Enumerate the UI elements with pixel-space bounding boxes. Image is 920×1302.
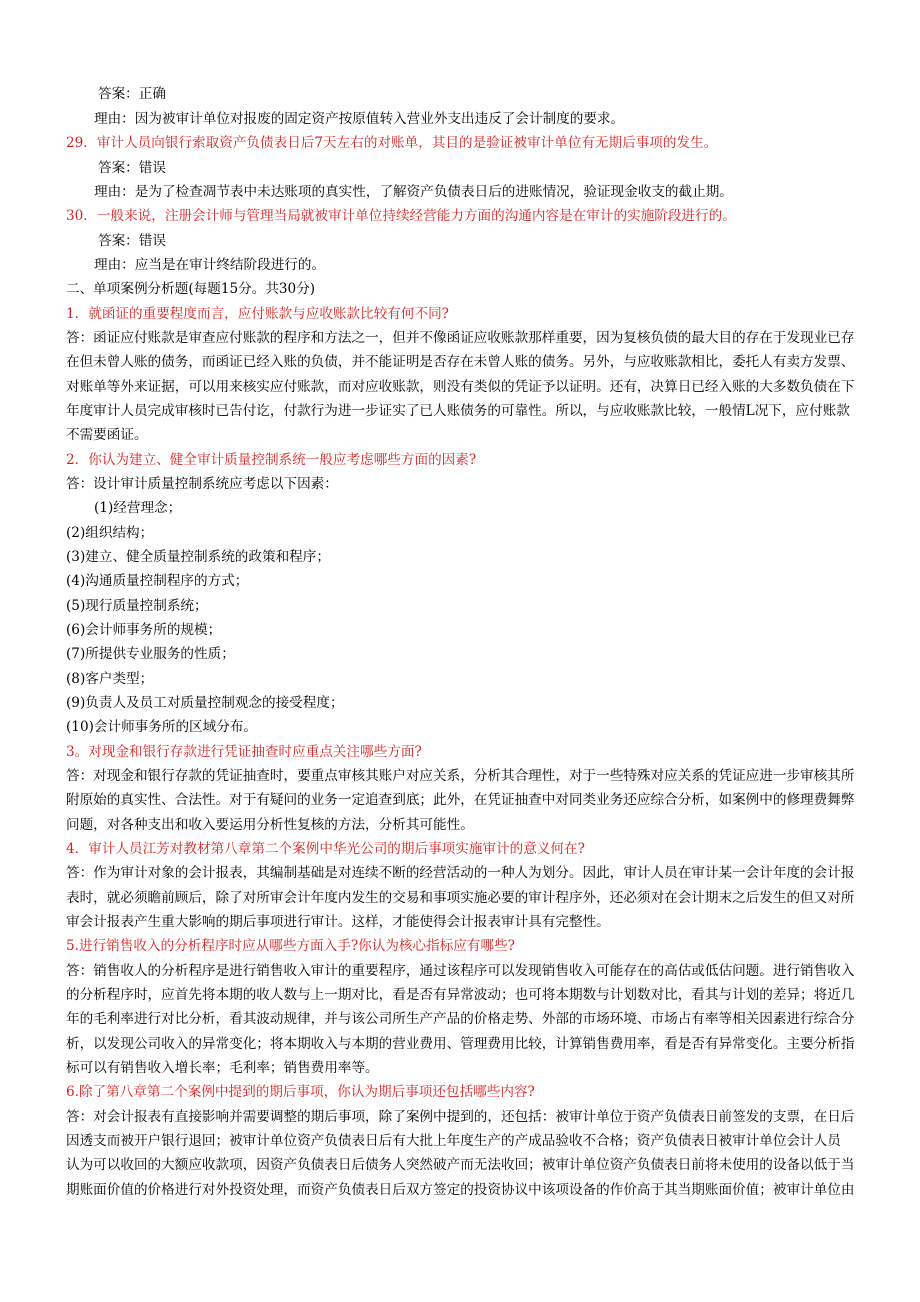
c2-item: (3)建立、健全质量控制系统的政策和程序； (66, 549, 330, 565)
q28-reason: 理由：因为被审计单位对报废的固定资产按原值转入营业外支出违反了会计制度的要求。 (94, 111, 625, 127)
c4-answer-line: 表时，就必须瞻前顾后，除了对所审会计年度内发生的交易和事项实施必要的审计程序外，还必须对在会计期末之后发生的但又对所 (66, 890, 855, 906)
c1-answer-line: 不需要函证。 (66, 427, 148, 443)
c2-item: (10)会计师事务所的区域分布。 (66, 719, 258, 735)
c3-answer-line: 附原始的真实性、合法性。对于有疑问的业务一定追查到底；此外，在凭证抽查中对同类业务还应综合分析，如案例中的修理费舞弊 (66, 792, 855, 808)
c2-item: (6)会计师事务所的规模； (66, 622, 222, 638)
c6-answer-line: 认为可以收回的大额应收款项，因资产负债表日后债务人突然破产而无法收回；被审计单位资产负债表日前将未使用的设备以低于当 (66, 1157, 855, 1173)
c5-answer-line: 析，以发现公司收入的异常变化；将本期收入与本期的营业费用、管理费用比较，计算销售费用率，看是否有异常变化。主要分析指 (66, 1036, 855, 1052)
c2-item: (5)现行质量控制系统； (66, 598, 208, 614)
c6-question: 6.除了第八章第二个案例中提到的期后事项，你认为期后事项还包括哪些内容? (66, 1084, 535, 1100)
c5-answer-line: 的分析程序时，应首先将本期的收人数与上一期对比，看是否有异常波动；也可将本期数与计划数对比，看其与计划的差异；将近几 (66, 987, 855, 1003)
c2-item: (2)组织结构； (66, 525, 154, 541)
q30-question: 30．一般来说，注册会计师与管理当局就被审计单位持续经营能力方面的沟通内容是在审计的实施阶段进行的。 (66, 208, 736, 224)
q29-reason: 理由：是为了检查凋节表中未达账项的真实性，了解资产负债表日后的进账情况，验证现金收支的截止期。 (94, 184, 733, 200)
c2-intro: 答：设计审计质量控制系统应考虑以下因素： (66, 476, 338, 492)
c2-item: (9)负责人及员工对质量控制观念的接受程度； (66, 695, 344, 711)
c6-answer-line: 期账面价值的价格进行对外投资处理，而资产负债表日后双方签定的投资协议中该项设备的作价高于其当期账面价值；被审计单位由 (66, 1182, 855, 1198)
c5-answer-line: 年的毛利率进行对比分析，看其波动规律，并与该公司所生产产品的价格走势、外部的市场环境、市场占有率等相关因素进行综合分 (66, 1011, 855, 1027)
c4-answer-line: 答：作为审计对象的会计报表，其编制基础是对连续不断的经营活动的一种人为划分。因此，审计人员在审计某一会计年度的会计报 (66, 865, 855, 881)
c5-answer-line: 标可以有销售收入增长率；毛利率；销售费用率等。 (66, 1060, 379, 1076)
c1-answer-line: 答：函证应付账款是审查应付账款的程序和方法之一，但并不像函证应收账款那样重要，因为复核负债的最大目的存在于发现业已存 (66, 330, 855, 346)
c3-answer-line: 答：对现金和银行存款的凭证抽查时，要重点审核其账户对应关系，分析其合理性，对于一些特殊对应关系的凭证应进一步审核其所 (66, 768, 855, 784)
c2-item: (4)沟通质量控制程序的方式； (66, 573, 249, 589)
c2-question: 2．你认为建立、健全审计质量控制系统一般应考虑哪些方面的因素? (66, 452, 477, 468)
q28-answer: 答案：正确 (98, 86, 166, 102)
c6-answer-line: 因透支而被开户银行退回；被审计单位资产负债表日后有大批上年度生产的产成品验收不合格；资产负债表日被审计单位会计人员 (66, 1133, 841, 1149)
c2-item: (1)经营理念； (94, 500, 182, 516)
c1-answer-line: 年度审计人员完成审核时已告付讫，付款行为进一步证实了已人账债务的可靠性。所以，与应收账款比较，一般情L况下，应付账款 (66, 403, 850, 419)
section-heading: 二、单项案例分析题(每题15分。共30分) (66, 281, 316, 297)
c6-answer-line: 答：对会计报表有直接影响并需要调整的期后事项，除了案例中提到的，还包括：被审计单位于资产负债表日前签发的支票，在日后 (66, 1109, 855, 1125)
c4-answer-line: 审会计报表产生重大影响的期后事项进行审计。这样，才能使得会计报表审计具有完整性。 (66, 914, 610, 930)
c2-item: (8)客户类型； (66, 671, 154, 687)
c4-question: 4．审计人员江芳对教材第八章第二个案例中华光公司的期后事项实施审计的意义何在? (66, 841, 585, 857)
c1-answer-line: 对账单等外来证据，可以用来核实应付账款，而对应收账款，则没有类似的凭证予以证明。还有，决算日已经入账的大多数负债在下 (66, 379, 855, 395)
q29-question: 29．审计人员向银行索取资产负债表日后7天左右的对账单，其目的是验证被审计单位有无期后事项的发生。 (66, 135, 718, 151)
c3-answer-line: 问题，对各种支出和收入要运用分析性复核的方法，分析其可能性。 (66, 817, 474, 833)
c1-answer-line: 在但未曾人账的债务，而函证已经入账的负债，并不能证明是否存在未曾人账的债务。另外，与应收账款相比，委托人有卖方发票、 (66, 354, 855, 370)
c5-answer-line: 答：销售收人的分析程序是进行销售收入审计的重要程序，通过该程序可以发现销售收入可能存在的高估或低估问题。进行销售收入 (66, 963, 855, 979)
c5-question: 5.进行销售收入的分析程序时应从哪些方面入手?你认为核心指标应有哪些? (66, 938, 515, 954)
q30-reason: 理由：应当是在审计终结阶段进行的。 (94, 257, 326, 273)
q30-answer: 答案：错误 (98, 233, 166, 249)
c3-question: 3。对现金和银行存款进行凭证抽查时应重点关注哪些方面? (66, 744, 422, 760)
c1-question: 1．就函证的重要程度而言，应付账款与应收账款比较有何不同? (66, 306, 449, 322)
c2-item: (7)所提供专业服务的性质； (66, 646, 235, 662)
q29-answer: 答案：错误 (98, 160, 166, 176)
